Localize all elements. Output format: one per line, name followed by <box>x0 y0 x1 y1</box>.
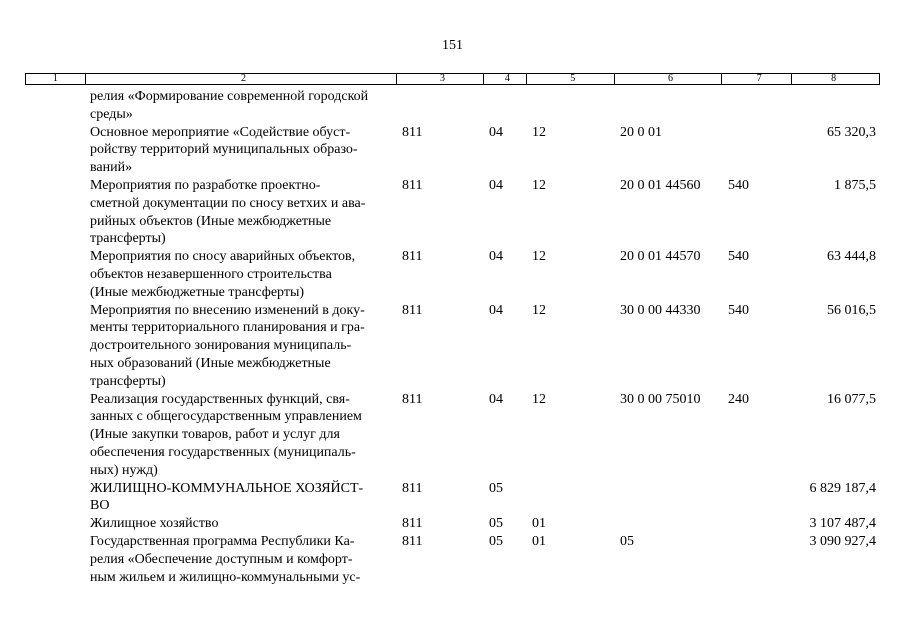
table-row <box>25 391 880 480</box>
cell-c4: 05 <box>489 480 503 496</box>
name-line: релия «Формирование современной городской <box>90 89 369 104</box>
name-line: Реализация государственных функций, свя- <box>90 391 350 407</box>
cell-name <box>85 177 397 248</box>
cell-col-1 <box>25 480 85 516</box>
cell-c4: 05 <box>489 533 503 549</box>
name-line: трансферты) <box>90 373 166 389</box>
header-col-2: 2 <box>86 74 397 84</box>
cell-col-1 <box>25 391 85 480</box>
header-col-4: 4 <box>484 74 527 84</box>
header-col-6: 6 <box>615 74 723 84</box>
cell-c6: 30 0 00 75010 <box>620 391 701 407</box>
header-col-7: 7 <box>722 74 792 84</box>
cell-name <box>85 515 397 533</box>
cell-c3: 811 <box>402 177 423 193</box>
cell-c4: 04 <box>489 302 503 318</box>
name-line: ваний» <box>90 160 133 176</box>
cell-c5: 12 <box>532 302 546 318</box>
cell-c6: 20 0 01 <box>620 124 662 140</box>
table-row <box>25 302 880 391</box>
name-line: Мероприятия по разработке проектно- <box>90 177 321 193</box>
cell-c6 <box>615 480 723 516</box>
cell-c4: 05 <box>489 516 503 532</box>
name-line: Мероприятия по сносу аварийных объектов, <box>90 249 356 265</box>
name-line: релия «Обеспечение доступным и комфорт- <box>90 551 353 567</box>
cell-c4: 04 <box>489 124 503 140</box>
name-line: объектов незавершенного строительства <box>90 266 332 282</box>
cell-c8: 63 444,8 <box>827 249 876 265</box>
cell-c5: 12 <box>532 177 546 193</box>
cell-col-1 <box>25 177 85 248</box>
header-col-3: 3 <box>397 74 484 84</box>
table-row <box>25 248 880 301</box>
cell-c5: 01 <box>532 516 546 532</box>
cell-col-1 <box>25 88 85 124</box>
cell-c5: 12 <box>532 249 546 265</box>
cell-c7: 540 <box>728 177 749 193</box>
table-header <box>25 73 880 85</box>
cell-c5: 01 <box>532 533 546 549</box>
cell-c5: 12 <box>532 391 546 407</box>
cell-c7: 540 <box>728 302 749 318</box>
cell-c7 <box>723 88 793 124</box>
table-row <box>25 88 880 124</box>
table-row <box>25 480 880 516</box>
cell-c8: 65 320,3 <box>827 124 876 140</box>
name-line: ройству территорий муниципальных образо- <box>90 142 358 158</box>
cell-c3: 811 <box>402 124 423 140</box>
cell-name <box>85 480 397 516</box>
name-line: (Иные закупки товаров, работ и услуг для <box>90 427 340 443</box>
cell-name <box>85 302 397 391</box>
cell-c3: 811 <box>402 391 423 407</box>
table-row <box>25 533 880 586</box>
cell-c3 <box>397 88 484 124</box>
cell-c8: 6 829 187,4 <box>809 480 876 496</box>
name-line: среды» <box>90 106 133 122</box>
cell-c4: 04 <box>489 249 503 265</box>
cell-c3: 811 <box>402 302 423 318</box>
cell-c3: 811 <box>402 480 423 496</box>
cell-c6: 05 <box>620 533 634 549</box>
name-line: Жилищное хозяйство <box>90 516 219 532</box>
name-line: достроительного зонирования муниципаль- <box>90 338 352 354</box>
cell-c8: 56 016,5 <box>827 302 876 318</box>
cell-c3: 811 <box>402 533 423 549</box>
cell-c8 <box>793 88 880 124</box>
cell-c6 <box>615 515 723 533</box>
cell-c6: 20 0 01 44560 <box>620 177 701 193</box>
table-body <box>25 88 880 586</box>
name-line: рийных объектов (Иные межбюджетные <box>90 213 332 229</box>
name-line: занных с общегосударственным управлением <box>90 409 362 425</box>
cell-c7 <box>723 480 793 516</box>
name-line: (Иные межбюджетные трансферты) <box>90 284 305 300</box>
name-line: Основное мероприятие «Содействие обуст- <box>90 124 351 140</box>
cell-c6: 20 0 01 44570 <box>620 249 701 265</box>
table-row <box>25 124 880 177</box>
cell-col-1 <box>25 248 85 301</box>
cell-c4: 04 <box>489 391 503 407</box>
name-line: ных) нужд) <box>90 462 158 478</box>
name-line: Мероприятия по внесению изменений в доку- <box>90 302 365 318</box>
cell-col-1 <box>25 302 85 391</box>
cell-c5 <box>527 88 615 124</box>
header-col-5: 5 <box>527 74 615 84</box>
cell-c7 <box>723 515 793 533</box>
page-number: 151 <box>442 38 463 53</box>
cell-name <box>85 391 397 480</box>
cell-c6: 30 0 00 44330 <box>620 302 701 318</box>
cell-c7 <box>723 533 793 586</box>
cell-c4 <box>484 88 527 124</box>
name-line: ных образований (Иные межбюджетные <box>90 355 331 371</box>
cell-col-1 <box>25 515 85 533</box>
cell-name <box>85 88 397 124</box>
cell-c8: 3 107 487,4 <box>809 516 876 532</box>
cell-c5: 12 <box>532 124 546 140</box>
cell-name <box>85 533 397 586</box>
cell-c6 <box>615 88 723 124</box>
name-line: сметной документации по сносу ветхих и ава- <box>90 195 366 211</box>
cell-c8: 3 090 927,4 <box>809 533 876 549</box>
name-line: Государственная программа Республики Ка- <box>90 533 355 549</box>
header-col-1: 1 <box>26 74 86 84</box>
name-line: трансферты) <box>90 231 166 247</box>
cell-name <box>85 248 397 301</box>
cell-col-1 <box>25 533 85 586</box>
table-row <box>25 177 880 248</box>
name-line: обеспечения государственных (муниципаль- <box>90 444 356 460</box>
table-row <box>25 515 880 533</box>
cell-col-1 <box>25 124 85 177</box>
name-line: менты территориального планирования и гра- <box>90 320 365 336</box>
cell-c4: 04 <box>489 177 503 193</box>
name-line: ЖИЛИЩНО-КОММУНАЛЬНОЕ ХОЗЯЙСТ- <box>90 480 364 496</box>
cell-c7: 540 <box>728 249 749 265</box>
cell-name <box>85 124 397 177</box>
name-line: ВО <box>90 498 110 514</box>
cell-c5 <box>527 480 615 516</box>
name-line: ным жильем и жилищно-коммунальными ус- <box>90 569 361 585</box>
cell-c8: 1 875,5 <box>834 177 876 193</box>
header-col-8: 8 <box>831 73 837 84</box>
cell-c8: 16 077,5 <box>827 391 876 407</box>
cell-c7: 240 <box>728 391 749 407</box>
cell-c3: 811 <box>402 516 423 532</box>
cell-c3: 811 <box>402 249 423 265</box>
cell-c7 <box>723 124 793 177</box>
